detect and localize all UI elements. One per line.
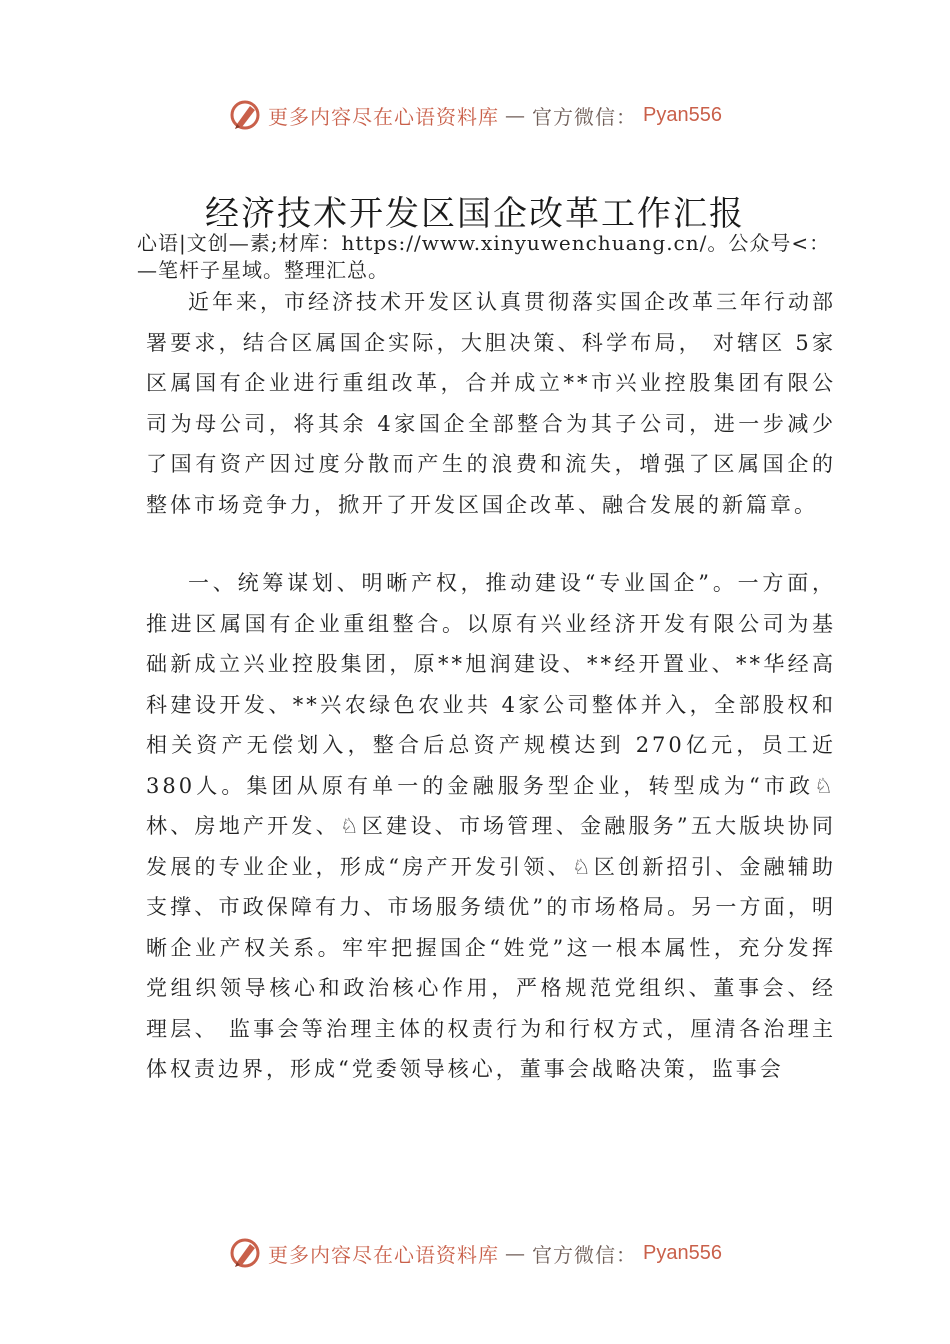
paragraph-section-one: 一、统筹谋划、明晰产权，推动建设“专业国企”。一方面，推进区属国有企业重组整合。以原有兴业经济开发有限公司为基础新成立兴业控股集团，原**旭润建设、**经开置业、**华经高科建设开发、**兴农绿色农业共 4家公司整体并入，全部股权和相关资产无偿划入，整合后总资产规模达到 270亿元，员工近 380人。集团从原有单一的金融服务型企业，转型成为“市政♘林、房地产开发、♘区建设、市场管理、金融服务”五大版块协同发展的专业企业，形成“房产开发引领、♘区创新招引、金融辅助支撑、市政保障有力、市场服务绩优”的市场格局。另一方面，明晰企业产权关系。牢牢把握国企“姓党”这一根本属性，充分发挥党组织领导核心和政治核心作用，严格规范党组织、董事会、经理层、 监事会等治理主体的权责行为和行权方式，厘清各治理主体权责边界，形成“党委领导核心，董事会战略决策，监事会 (146, 571, 836, 1081)
source-note: 心语|文创—素;材库：https://www.xinyuwenchuang.cn/。公众号<：—笔杆子星域。整理汇总。 (137, 231, 831, 282)
banner-wechat-id: Pyan556 (643, 1241, 722, 1264)
banner-wechat-id: Pyan556 (643, 103, 722, 126)
banner-main-text: 更多内容尽在心语资料库 (268, 104, 500, 129)
pen-logo-icon (228, 98, 262, 132)
document-title: 经济技术开发区国企改革工作汇报 (205, 194, 745, 234)
header-banner (0, 95, 950, 135)
banner-dash: — (505, 103, 527, 127)
banner-main-text: 更多内容尽在心语资料库 (268, 1242, 500, 1267)
paragraph-intro: 近年来，市经济技术开发区认真贯彻落实国企改革三年行动部署要求，结合区属国企实际，大胆决策、科学布局， 对辖区 5家区属国有企业进行重组改革，合并成立**市兴业控股集团有限公司为母公司，将其余 4家国企全部整合为其子公司，进一步减少了国有资产因过度分散而产生的浪费和流失，增强了区属国企的整体市场竞争力，掀开了开发区国企改革、融合发展的新篇章。 (146, 290, 836, 517)
pen-logo-icon (228, 1236, 262, 1270)
banner-label: 官方微信： (532, 1242, 638, 1267)
banner-dash: — (505, 1241, 527, 1265)
banner-label: 官方微信： (532, 104, 638, 129)
footer-banner (0, 1233, 950, 1273)
